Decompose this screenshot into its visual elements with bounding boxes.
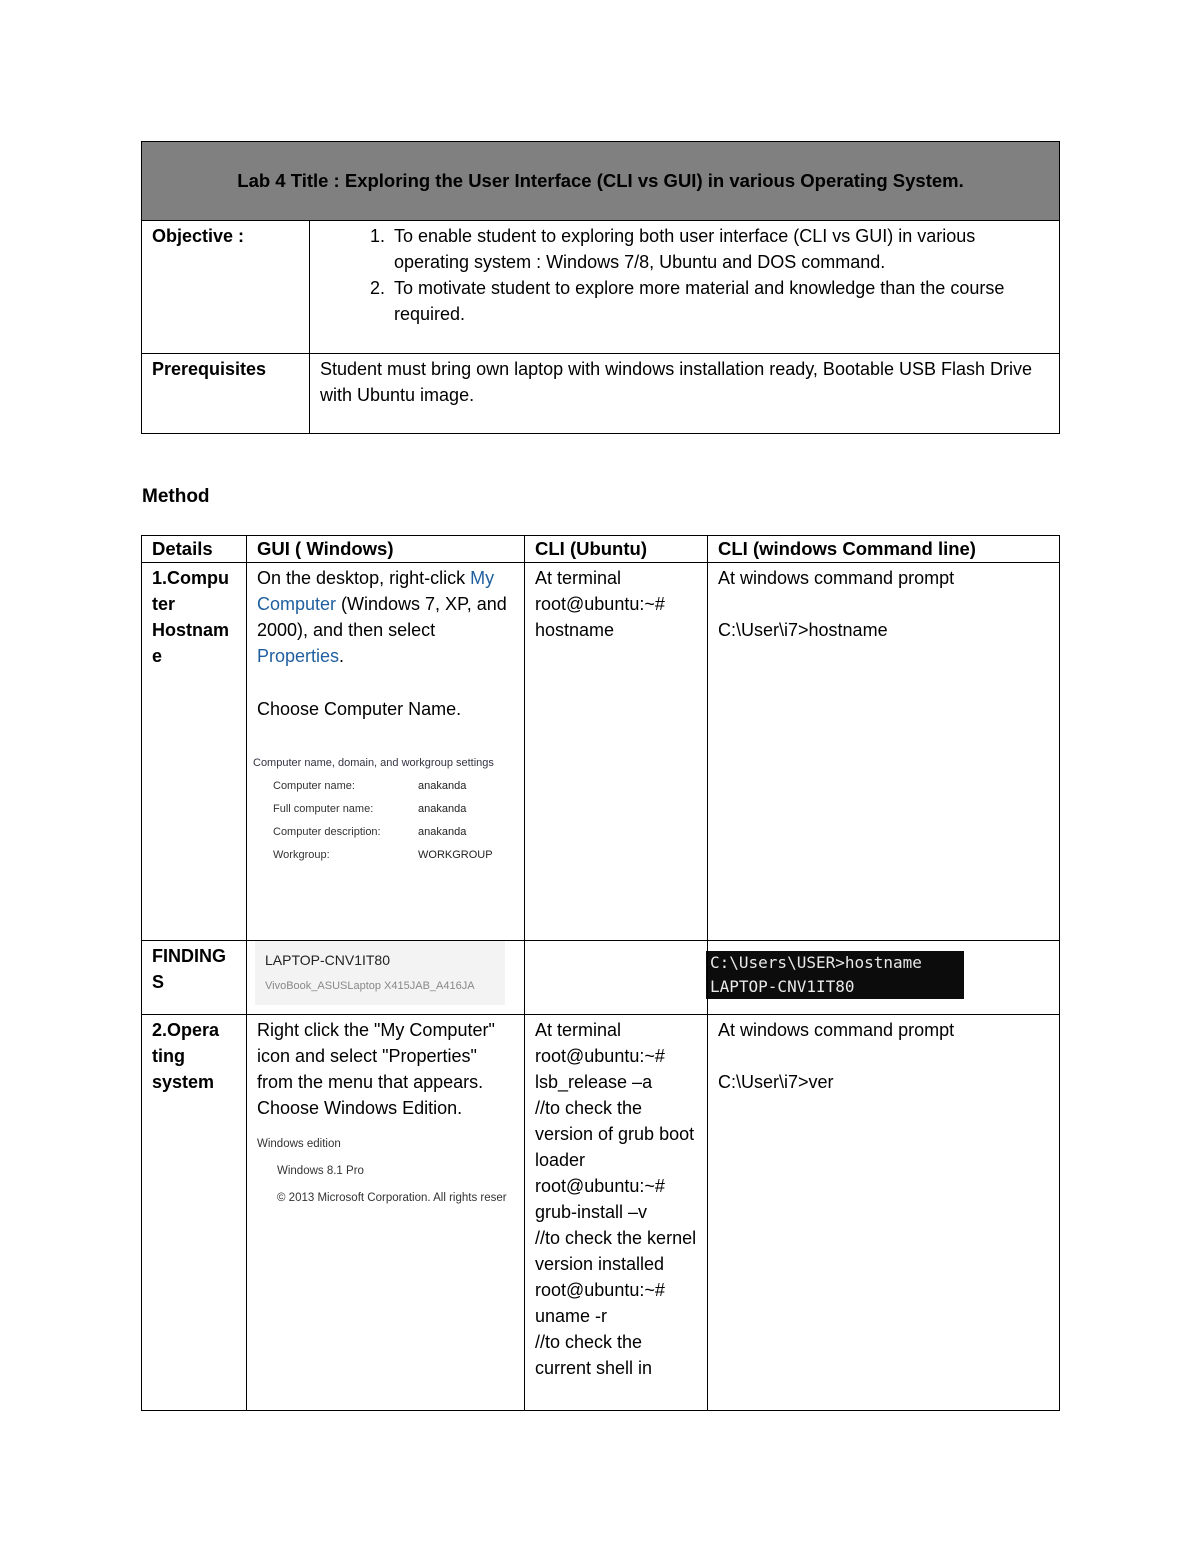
screenshot-row [253, 844, 523, 867]
ubuntu-line: At terminal [535, 1020, 622, 1040]
screenshot-row [253, 798, 523, 821]
gui-text: . [339, 646, 345, 666]
gui-choose-computer-name: Choose Computer Name. [257, 699, 462, 719]
gui-text: On the desktop, right-click [257, 568, 471, 588]
screenshot-row [253, 821, 523, 844]
ubuntu-hostname-cell [525, 563, 708, 941]
gui-hostname-instructions [257, 565, 514, 669]
prerequisites-text: Student must bring own laptop with windows installation ready, Bootable USB Flash Drive with Ubuntu image. [310, 354, 1060, 434]
findings-gui-cell [247, 941, 525, 1015]
method-heading: Method [142, 486, 210, 507]
findings-terminal-screenshot [706, 951, 964, 999]
findings-ubuntu-cell [525, 941, 708, 1015]
ubuntu-line: root@ubuntu:~# grub-install –v [535, 1176, 665, 1222]
ubuntu-os-cell [525, 1015, 708, 1411]
ubuntu-line: //to check the kernel version installed [535, 1228, 697, 1274]
screenshot-key: Workgroup: [273, 849, 330, 861]
screenshot-value: WORKGROUP [418, 849, 493, 861]
screenshot-key: Computer description: [273, 826, 381, 838]
screenshot-value: anakanda [418, 826, 467, 838]
cmd-hostname-cell [708, 563, 1060, 941]
ubuntu-at-terminal: At terminal [535, 568, 622, 588]
gui-choose-windows-edition: Choose Windows Edition. [257, 1098, 463, 1118]
screenshot-edition: Windows 8.1 Pro [277, 1165, 364, 1177]
lab-title: Lab 4 Title : Exploring the User Interface (CLI vs GUI) in various Operating System. [142, 142, 1060, 221]
method-table [141, 535, 1060, 1411]
header-cli-windows: CLI (windows Command line) [708, 536, 1060, 563]
objective-list-cell [310, 221, 1060, 354]
findings-label: FINDING S [142, 941, 247, 1015]
cmd-at-prompt: At windows command prompt [718, 568, 955, 588]
detail-hostname: 1.Compu ter Hostnam e [142, 563, 247, 941]
gui-os-cell [247, 1015, 525, 1411]
cmd-at-prompt: At windows command prompt [718, 1020, 955, 1040]
objective-item: 2. To motivate student to explore more material and knowledge than the course required. [390, 275, 1049, 327]
screenshot-row [253, 775, 523, 798]
prerequisites-label: Prerequisites [142, 354, 310, 434]
ubuntu-line: //to check the current shell in [535, 1332, 653, 1378]
findings-gui-screenshot [255, 941, 505, 1005]
windows-edition-screenshot [257, 1131, 514, 1212]
screenshot-value: anakanda [418, 780, 467, 792]
lab-info-table [141, 141, 1060, 434]
detail-operating-system: 2.Opera ting system [142, 1015, 247, 1411]
properties-link[interactable]: Properties [257, 646, 340, 666]
screenshot-header: Computer name, domain, and workgroup settings [253, 757, 494, 769]
screenshot-value: anakanda [418, 803, 467, 815]
ubuntu-line: root@ubuntu:~# lsb_release –a [535, 1046, 665, 1092]
screenshot-header: Windows edition [257, 1138, 341, 1150]
my-computer-link[interactable]: My Computer [257, 568, 495, 614]
ubuntu-hostname-command: root@ubuntu:~# hostname [535, 594, 665, 640]
objective-item: 1. To enable student to exploring both user interface (CLI vs GUI) in various operating system : Windows 7/8, Ubuntu and DOS command. [390, 223, 1049, 275]
findings-cmd-cell [708, 941, 1060, 1015]
gui-hostname-cell [247, 563, 525, 941]
ubuntu-line: //to check the version of grub boot loader [535, 1098, 695, 1170]
screenshot-key: Computer name: [273, 780, 355, 792]
cmd-os-cell [708, 1015, 1060, 1411]
screenshot-copyright: © 2013 Microsoft Corporation. All rights reser [277, 1192, 507, 1204]
cmd-ver-command: C:\User\i7>ver [718, 1072, 834, 1092]
gui-text: (Windows 7, XP, and 2000), and then select [257, 594, 507, 640]
gui-os-instructions: Right click the "My Computer" icon and select "Properties" from the menu that appears. [257, 1020, 495, 1092]
computer-name-screenshot [253, 752, 523, 867]
header-details: Details [142, 536, 247, 563]
objective-label: Objective : [142, 221, 310, 354]
terminal-line: C:\Users\USER>hostname [710, 953, 922, 972]
findings-device-model: VivoBook_ASUSLaptop X415JAB_A416JA [265, 980, 475, 992]
objective-list [310, 223, 1059, 327]
findings-device-name: LAPTOP-CNV1IT80 [265, 952, 391, 968]
screenshot-key: Full computer name: [273, 803, 374, 815]
header-cli-ubuntu: CLI (Ubuntu) [525, 536, 708, 563]
terminal-line: LAPTOP-CNV1IT80 [710, 977, 855, 996]
cmd-hostname-command: C:\User\i7>hostname [718, 620, 888, 640]
ubuntu-line: root@ubuntu:~# uname -r [535, 1280, 665, 1326]
header-gui-windows: GUI ( Windows) [247, 536, 525, 563]
